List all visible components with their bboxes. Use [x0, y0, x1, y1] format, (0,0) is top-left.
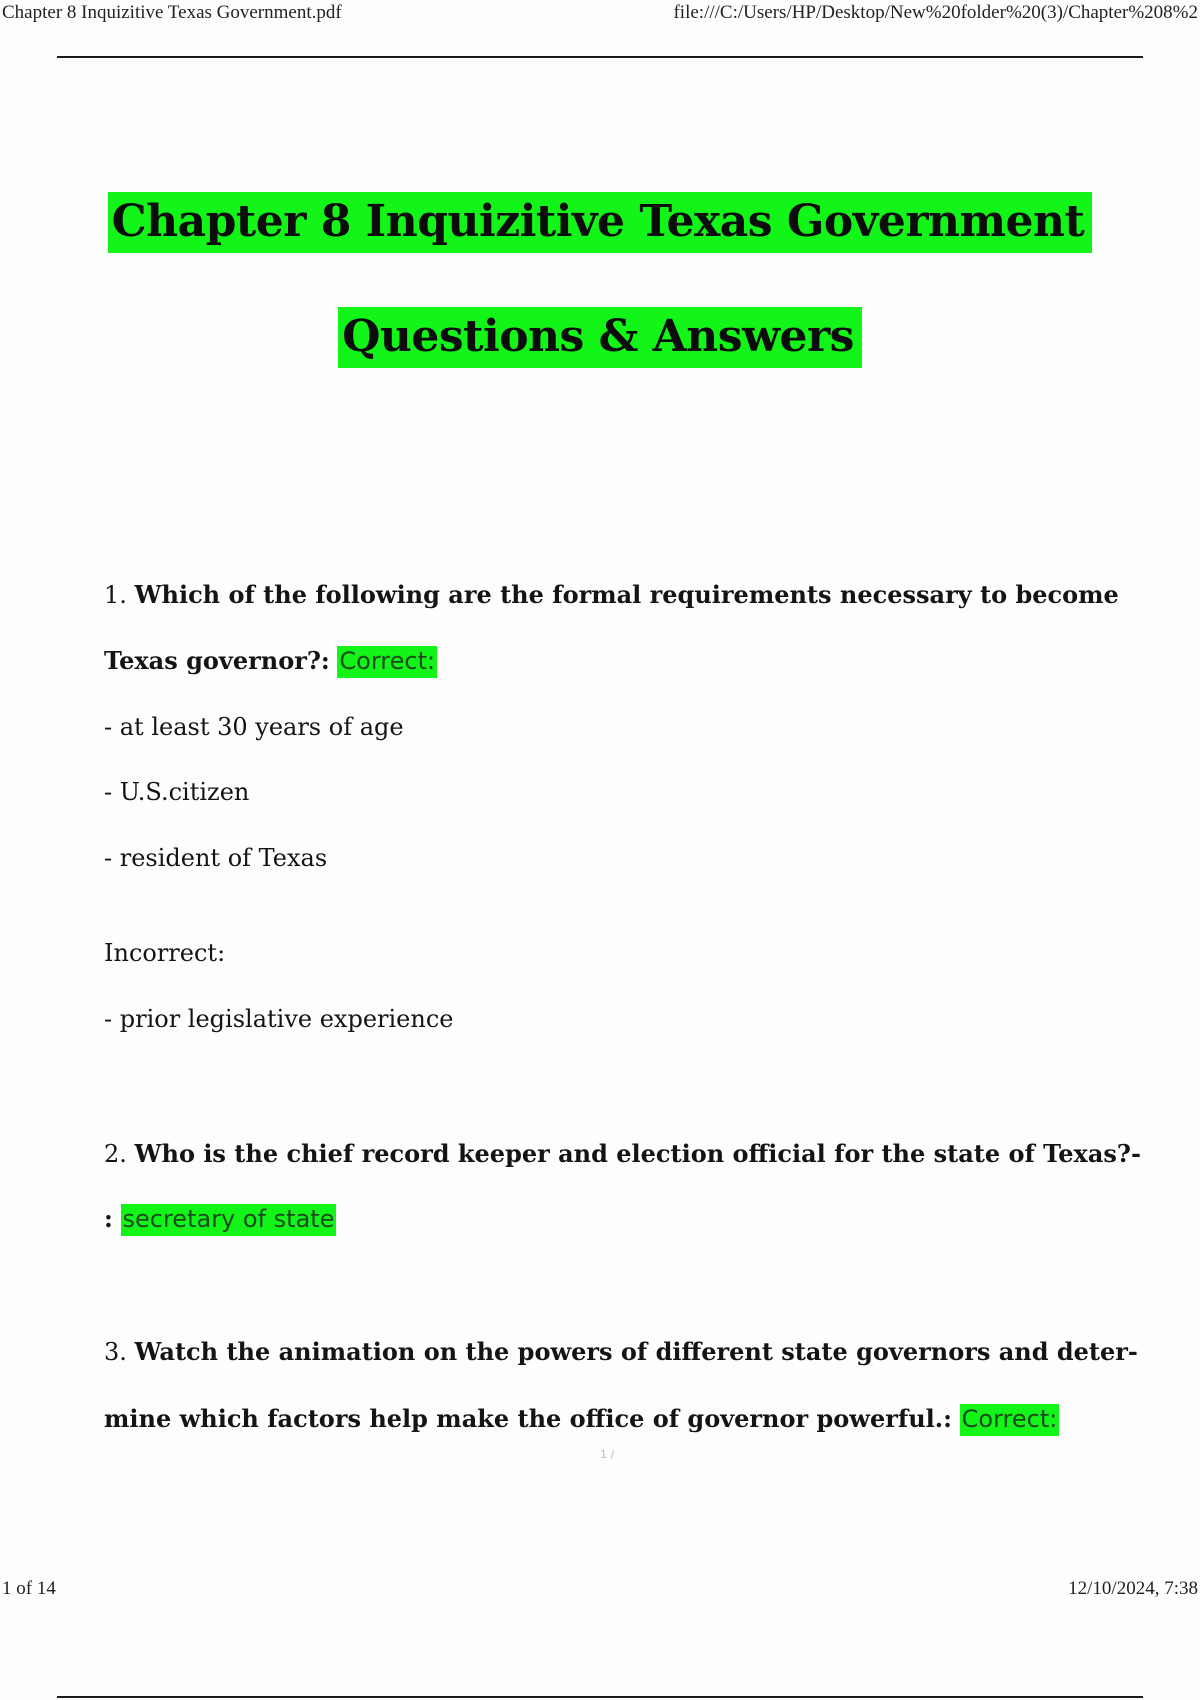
answer-label-correct: Correct: [337, 646, 437, 678]
title-line-2: Questions & Answers [338, 307, 862, 368]
print-footer [0, 1578, 1200, 1604]
question-text: Who is the chief record keeper and election official for the state of Texas?- [134, 1139, 1141, 1168]
question-text: Which of the following are the formal requirements necessary to become [134, 580, 1119, 609]
answer-item: - resident of Texas [104, 844, 328, 872]
question-number: 3. [104, 1338, 127, 1366]
question-2-line-2 [104, 1204, 336, 1233]
question-1-line-2 [104, 646, 437, 675]
question-2-line-1 [104, 1139, 1141, 1168]
question-text: Watch the animation on the powers of different state governors and deter- [134, 1337, 1138, 1366]
print-timestamp: 12/10/2024, 7:38 [1068, 1578, 1198, 1599]
question-number: 2. [104, 1140, 127, 1168]
print-header [0, 2, 1200, 28]
answer-item: - U.S.citizen [104, 778, 250, 806]
question-1-line-1 [104, 580, 1119, 609]
document-filename: Chapter 8 Inquizitive Texas Government.pdf [2, 2, 342, 23]
question-text: mine which factors help make the office of governor powerful.: [104, 1404, 952, 1433]
page-title [0, 196, 1200, 247]
question-text: Texas governor?: [104, 646, 330, 675]
incorrect-item: - prior legislative experience [104, 1005, 454, 1033]
answer-item: - at least 30 years of age [104, 713, 404, 741]
question-number: 1. [104, 581, 127, 609]
page-mark: 1 / [600, 1448, 615, 1461]
title-line-1: Chapter 8 Inquizitive Texas Government [108, 192, 1093, 253]
page-subtitle [0, 311, 1200, 362]
top-divider [57, 56, 1143, 58]
page-indicator: 1 of 14 [2, 1578, 56, 1599]
answer-highlight: secretary of state [121, 1204, 337, 1236]
incorrect-label: Incorrect: [104, 939, 226, 967]
question-3-line-2 [104, 1404, 1059, 1433]
document-url: file:///C:/Users/HP/Desktop/New%20folder%20(3)/Chapter%208%2 [673, 2, 1198, 23]
bottom-divider [57, 1696, 1143, 1698]
question-3-line-1 [104, 1337, 1138, 1366]
answer-prefix: : [104, 1204, 113, 1233]
answer-label-correct: Correct: [960, 1404, 1060, 1436]
